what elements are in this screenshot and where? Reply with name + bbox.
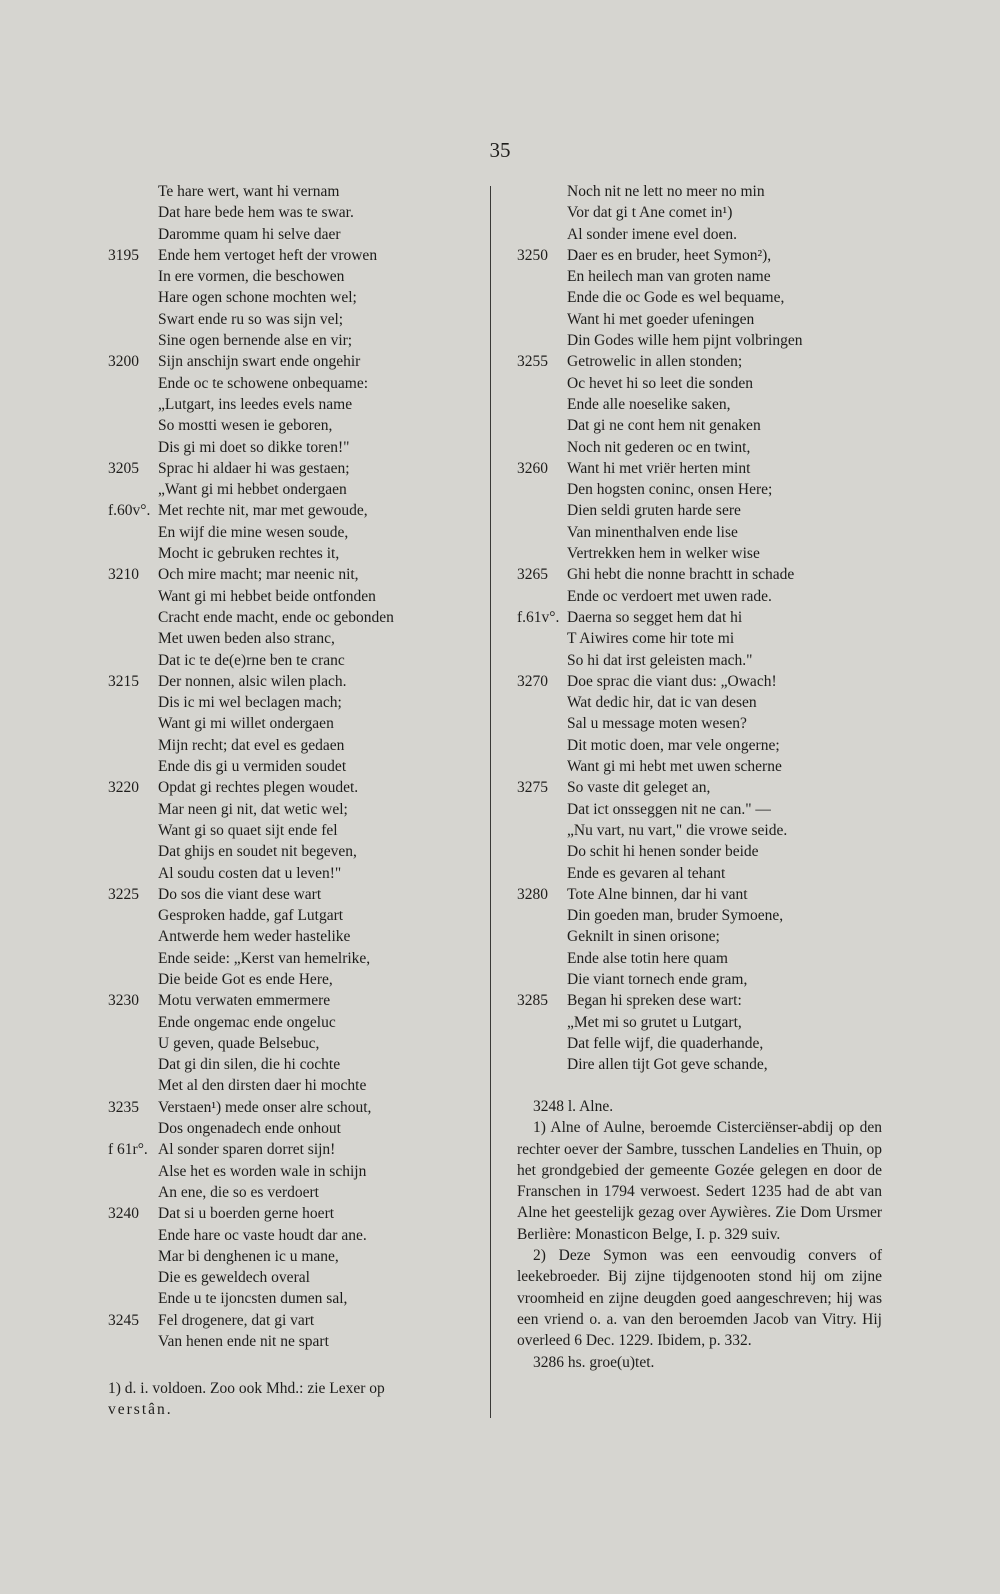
verse-line: [108, 884, 480, 905]
verse-text: Ende ongemac ende ongeluc: [158, 1013, 336, 1031]
verse-text: Din goeden man, bruder Symoene,: [567, 907, 784, 925]
verse-line: [517, 820, 832, 841]
verse-line: [108, 756, 480, 777]
verse-line: [108, 948, 480, 969]
verse-text: Dat si u boerden gerne hoert: [158, 1205, 335, 1223]
verse-text: Al sonder sparen dorret sijn!: [158, 1141, 336, 1159]
verse-line: [517, 756, 832, 777]
verse-line: [517, 1054, 832, 1075]
verse-text: Want gi so quaet sijt ende fel: [158, 821, 338, 839]
verse-line: [108, 351, 480, 372]
verse-line: [108, 309, 480, 330]
verse-text: Mijn recht; dat evel es gedaen: [158, 736, 345, 754]
verse-line: [517, 287, 832, 308]
right-verse-column: [517, 181, 832, 1075]
line-number: 3220: [108, 779, 139, 797]
verse-line: [108, 1075, 480, 1096]
verse-line: [517, 713, 832, 734]
verse-text: Al sonder imene evel doen.: [567, 225, 738, 243]
verse-line: [108, 1118, 480, 1139]
verse-text: Dat hare bede hem was te swar.: [158, 204, 354, 222]
verse-line: [517, 799, 832, 820]
verse-line: [108, 330, 480, 351]
verse-line: [108, 1182, 480, 1203]
verse-line: [108, 713, 480, 734]
verse-line: [517, 1033, 832, 1054]
verse-line: [108, 863, 480, 884]
line-number: 3285: [517, 992, 548, 1010]
line-number: 3200: [108, 353, 139, 371]
verse-text: Tote Alne binnen, dar hi vant: [567, 885, 748, 903]
verse-text: Din Godes wille hem pijnt volbringen: [567, 332, 803, 350]
column-divider: [490, 186, 491, 1418]
verse-line: [517, 394, 832, 415]
verse-line: [108, 1203, 480, 1224]
verse-text: Dat ghijs en soudet nit begeven,: [158, 843, 357, 861]
verse-text: Ende u te ijoncsten dumen sal,: [158, 1290, 348, 1308]
verse-line: [108, 500, 480, 521]
verse-text: Want hi met goeder ufeningen: [567, 310, 755, 328]
verse-text: Sprac hi aldaer hi was gestaen;: [158, 459, 350, 477]
verse-text: Met rechte nit, mar met gewoude,: [158, 502, 368, 520]
verse-text: Opdat gi rechtes plegen woudet.: [158, 779, 359, 797]
verse-line: [517, 948, 832, 969]
page-number: 35: [489, 138, 511, 162]
line-number: 3205: [108, 459, 139, 477]
line-number: 3275: [517, 779, 548, 797]
verse-text: Dat gi din silen, die hi cochte: [158, 1056, 341, 1074]
verse-text: Vertrekken hem in welker wise: [567, 545, 760, 563]
verse-text: Motu verwaten emmermere: [158, 992, 331, 1010]
footnote-note: 3248 l. Alne.: [533, 1098, 614, 1115]
footnote-note: 1) Alne of Aulne, beroemde Cisterciënser-abdij op den rechter oever der Sambre, tusschen Landelies en Thuin, op het grondgebied der gemeente Gozée gelegen en door de Franschen in 1794 verwoest. Sedert 1235 had de abt van Alne het geestelijk gezag over Aywières. Zie Dom Ursmer Berlière: Monasticon Belge, I. p. 329 suiv.: [517, 1119, 882, 1243]
verse-text: Want hi met vriër herten mint: [567, 459, 751, 477]
line-number: 3240: [108, 1205, 139, 1223]
footnote-note: 2) Deze Symon was een eenvoudig convers of leekebroeder. Bij zijne tijdgenooten stond hij om zijne vroomheid en zijne deugden goed aangeschreven; hij was een vriend o. a. van den beroemden Jacob van Vitry. Hij overleed 6 Dec. 1229. Ibidem, p. 332.: [517, 1247, 882, 1350]
verse-text: So hi dat irst geleisten mach.": [567, 651, 753, 669]
verse-line: [517, 969, 832, 990]
footnote-line: 1) d. i. voldoen. Zoo ook Mhd.: zie Lexer op: [108, 1380, 385, 1397]
verse-text: Doe sprac die viant dus: „Owach!: [567, 672, 777, 690]
line-number: 3280: [517, 885, 548, 903]
verse-text: Ghi hebt die nonne brachtt in schade: [567, 566, 795, 584]
verse-text: Oc hevet hi so leet die sonden: [567, 374, 753, 392]
verse-line: [517, 373, 832, 394]
verse-line: [108, 820, 480, 841]
verse-line: [108, 607, 480, 628]
verse-text: Noch nit gederen oc en twint,: [567, 438, 751, 456]
left-verse-column: [108, 181, 480, 1352]
verse-line: [517, 671, 832, 692]
verse-text: Daer es en bruder, heet Symon²),: [567, 246, 772, 264]
line-number: 3265: [517, 566, 548, 584]
verse-line: [108, 415, 480, 436]
verse-line: [517, 692, 832, 713]
verse-line: [517, 224, 832, 245]
verse-line: [108, 564, 480, 585]
verse-text: An ene, die so es verdoert: [158, 1183, 319, 1201]
verse-line: [108, 1310, 480, 1331]
line-number: 3210: [108, 566, 139, 584]
line-number: 3195: [108, 246, 139, 264]
verse-text: Dos ongenadech ende onhout: [158, 1120, 341, 1138]
verse-line: [108, 181, 480, 202]
verse-line: [108, 1225, 480, 1246]
verse-text: Want gi mi hebt met uwen scherne: [567, 758, 782, 776]
verse-line: [108, 1012, 480, 1033]
verse-text: Ende alle noeselike saken,: [567, 395, 731, 413]
verse-line: [517, 841, 832, 862]
verse-text: Fel drogenere, dat gi vart: [158, 1311, 315, 1329]
verse-text: Dat gi ne cont hem nit genaken: [567, 417, 761, 435]
verse-text: Der nonnen, alsic wilen plach.: [158, 672, 347, 690]
verse-line: [108, 245, 480, 266]
verse-text: Ende es gevaren al tehant: [567, 864, 726, 882]
verse-line: [517, 586, 832, 607]
verse-text: Ende oc te schowene onbequame:: [158, 374, 369, 392]
verse-line: [517, 245, 832, 266]
verse-line: [108, 287, 480, 308]
verse-text: Cracht ende macht, ende oc gebonden: [158, 608, 394, 626]
verse-text: Gesproken hadde, gaf Lutgart: [158, 907, 344, 925]
verse-line: [108, 905, 480, 926]
verse-line: [108, 969, 480, 990]
verse-text: Die es geweldech overal: [158, 1269, 310, 1287]
verse-text: Getrowelic in allen stonden;: [567, 353, 743, 371]
verse-line: [108, 692, 480, 713]
verse-line: [517, 926, 832, 947]
verse-text: Dat felle wijf, die quaderhande,: [567, 1034, 764, 1052]
verse-line: [517, 990, 832, 1011]
verse-text: In ere vormen, die beschowen: [158, 268, 345, 286]
line-number: 3215: [108, 672, 139, 690]
verse-line: [108, 586, 480, 607]
verse-text: Mar neen gi nit, dat wetic wel;: [158, 800, 348, 818]
verse-line: [108, 671, 480, 692]
verse-line: [517, 650, 832, 671]
verse-text: Want gi mi hebbet beide ontfonden: [158, 587, 376, 605]
verse-line: [517, 863, 832, 884]
line-number: 3245: [108, 1311, 139, 1329]
verse-text: Swart ende ru so was sijn vel;: [158, 310, 344, 328]
verse-line: [517, 181, 832, 202]
verse-text: „Nu vart, nu vart," die vrowe seide.: [567, 821, 788, 839]
verse-text: „Lutgart, ins leedes evels name: [158, 395, 353, 413]
verse-text: Mocht ic gebruken rechtes it,: [158, 545, 340, 563]
verse-line: [108, 458, 480, 479]
verse-text: T Aiwires come hir tote mi: [567, 630, 735, 648]
verse-line: [517, 266, 832, 287]
verse-text: Hare ogen schone mochten wel;: [158, 289, 357, 307]
line-number: f.60v°.: [108, 502, 151, 520]
verse-text: Die viant tornech ende gram,: [567, 970, 748, 988]
verse-text: „Want gi mi hebbet ondergaen: [158, 481, 347, 499]
verse-line: [517, 309, 832, 330]
verse-text: Geknilt in sinen orisone;: [567, 928, 720, 946]
verse-line: [517, 1012, 832, 1033]
verse-text: Ende dis gi u vermiden soudet: [158, 758, 347, 776]
verse-line: [517, 351, 832, 372]
verse-line: [108, 1033, 480, 1054]
verse-line: [517, 564, 832, 585]
verse-text: Vor dat gi t Ane comet in¹): [567, 204, 733, 222]
verse-line: [108, 777, 480, 798]
verse-text: So mostti wesen ie geboren,: [158, 417, 333, 435]
right-footnotes: [517, 1096, 882, 1373]
verse-text: So vaste dit geleget an,: [567, 779, 711, 797]
verse-line: [517, 500, 832, 521]
verse-text: „Met mi so grutet u Lutgart,: [567, 1013, 742, 1031]
verse-line: [108, 437, 480, 458]
verse-line: [517, 437, 832, 458]
verse-text: Wat dedic hir, dat ic van desen: [567, 694, 757, 712]
verse-text: Began hi spreken dese wart:: [567, 992, 742, 1010]
verse-line: [517, 628, 832, 649]
verse-text: Die beide Got es ende Here,: [158, 970, 333, 988]
verse-text: Ende oc verdoert met uwen rade.: [567, 587, 772, 605]
verse-line: [108, 1267, 480, 1288]
verse-text: Ende alse totin here quam: [567, 949, 728, 967]
verse-line: [108, 799, 480, 820]
verse-text: Verstaen¹) mede onser alre schout,: [158, 1098, 372, 1116]
verse-text: En wijf die mine wesen soude,: [158, 523, 349, 541]
verse-text: Antwerde hem weder hastelike: [158, 928, 351, 946]
verse-line: [108, 1097, 480, 1118]
left-footnote: [108, 1378, 470, 1421]
line-number: 3270: [517, 672, 548, 690]
verse-text: Dit motic doen, mar vele ongerne;: [567, 736, 780, 754]
verse-line: [108, 1246, 480, 1267]
verse-text: Do sos die viant dese wart: [158, 885, 322, 903]
verse-text: Met al den dirsten daer hi mochte: [158, 1077, 367, 1095]
verse-text: Ende die oc Gode es wel bequame,: [567, 289, 785, 307]
verse-line: [108, 650, 480, 671]
verse-line: [108, 394, 480, 415]
verse-text: Och mire macht; mar neenic nit,: [158, 566, 359, 584]
verse-text: Daromme quam hi selve daer: [158, 225, 341, 243]
verse-line: [108, 735, 480, 756]
verse-text: Ende hem vertoget heft der vrowen: [158, 246, 378, 264]
line-number: 3235: [108, 1098, 139, 1116]
verse-text: Mar bi denghenen ic u mane,: [158, 1247, 339, 1265]
line-number: f 61r°.: [108, 1141, 148, 1159]
verse-line: [108, 990, 480, 1011]
verse-text: Dis ic mi wel beclagen mach;: [158, 694, 342, 712]
verse-line: [108, 522, 480, 543]
footnote-line: verstân.: [108, 1401, 173, 1419]
verse-line: [517, 607, 832, 628]
verse-line: [108, 1331, 480, 1352]
verse-line: [517, 522, 832, 543]
verse-line: [517, 905, 832, 926]
line-number: 3225: [108, 885, 139, 903]
verse-line: [108, 202, 480, 223]
verse-line: [517, 479, 832, 500]
verse-line: [517, 415, 832, 436]
verse-line: [517, 777, 832, 798]
verse-line: [517, 884, 832, 905]
verse-line: [108, 926, 480, 947]
verse-text: En heilech man van groten name: [567, 268, 771, 286]
verse-text: Te hare wert, want hi vernam: [158, 183, 340, 200]
line-number: 3230: [108, 992, 139, 1010]
verse-line: [108, 1161, 480, 1182]
verse-text: Do schit hi henen sonder beide: [567, 843, 759, 861]
verse-text: Dien seldi gruten harde sere: [567, 502, 741, 520]
verse-text: Dat ic te de(e)rne ben te cranc: [158, 651, 345, 669]
verse-text: Sal u message moten wesen?: [567, 715, 747, 733]
verse-line: [108, 543, 480, 564]
verse-line: [517, 735, 832, 756]
verse-text: Dis gi mi doet so dikke toren!": [158, 438, 350, 456]
verse-text: U geven, quade Belsebuc,: [158, 1034, 320, 1052]
verse-line: [108, 628, 480, 649]
verse-line: [517, 330, 832, 351]
verse-text: Daerna so segget hem dat hi: [567, 608, 743, 626]
verse-line: [108, 1139, 480, 1160]
verse-line: [517, 202, 832, 223]
verse-text: Den hogsten coninc, onsen Here;: [567, 481, 773, 499]
verse-line: [108, 841, 480, 862]
verse-text: Dat ict onsseggen nit ne can." —: [567, 800, 771, 818]
verse-text: Van henen ende nit ne spart: [158, 1333, 329, 1351]
verse-text: Sine ogen bernende alse en vir;: [158, 332, 353, 350]
line-number: 3260: [517, 459, 548, 477]
verse-text: Want gi mi willet ondergaen: [158, 715, 334, 733]
verse-text: Dire allen tijt Got geve schande,: [567, 1056, 768, 1074]
verse-text: Noch nit ne lett no meer no min: [567, 183, 765, 200]
footnote-note: 3286 hs. groe(u)tet.: [533, 1353, 655, 1371]
verse-text: Sijn anschijn swart ende ongehir: [158, 353, 361, 371]
verse-line: [108, 224, 480, 245]
verse-text: Al soudu costen dat u leven!": [158, 864, 342, 882]
verse-text: Ende hare oc vaste houdt dar ane.: [158, 1226, 367, 1244]
verse-text: Ende seide: „Kerst van hemelrike,: [158, 949, 371, 967]
verse-text: Van minenthalven ende lise: [567, 523, 738, 541]
verse-text: Met uwen beden also stranc,: [158, 630, 335, 648]
verse-line: [108, 373, 480, 394]
verse-line: [108, 1288, 480, 1309]
line-number: 3250: [517, 246, 548, 264]
verse-line: [517, 543, 832, 564]
verse-line: [517, 458, 832, 479]
line-number: 3255: [517, 353, 548, 371]
verse-line: [108, 479, 480, 500]
line-number: f.61v°.: [517, 608, 560, 626]
verse-line: [108, 266, 480, 287]
verse-line: [108, 1054, 480, 1075]
verse-text: Alse het es worden wale in schijn: [158, 1162, 367, 1180]
